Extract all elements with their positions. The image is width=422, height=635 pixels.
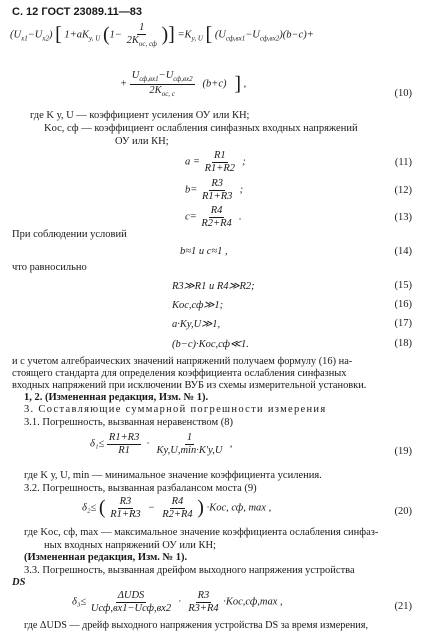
equation-17-number: (17) [394, 318, 412, 329]
conditions-intro: При соблюдении условий [12, 229, 127, 240]
equation-14-number: (14) [394, 246, 412, 257]
paragraph-line-3: входных напряжений при исключении ВУБ из схемы измерительной установки. [12, 380, 367, 391]
revision-note-2: (Измененная редакция, Изм. № 1). [24, 552, 188, 563]
paragraph-line-1: и с учетом алгебраических значений напряжений получаем формулу (16) на- [12, 356, 353, 367]
equation-16-number: (16) [394, 299, 412, 310]
equation-14: b≈1 и c≈1 , [180, 246, 228, 257]
equation-12-number: (12) [394, 185, 412, 196]
section-3-3-heading-cont: DS [12, 577, 26, 588]
definition-20-line-2: ных входных напряжений ОУ или КН; [44, 540, 216, 551]
definition-line-2b: ОУ или КН; [115, 136, 169, 147]
equation-18: (b−c)·Kос,сф≪1. [172, 339, 249, 350]
equation-15-number: (15) [394, 280, 412, 291]
section-3-2-heading: 3.2. Погрешность, вызванная разбалансом моста (9) [24, 483, 257, 494]
equation-16: Kос,сф≫1; [172, 300, 224, 311]
equation-19-number: (19) [394, 446, 412, 457]
definition-line-1: где K у, U — коэффициент усиления ОУ или КН; [30, 110, 250, 121]
section-3-heading: 3. Составляющие суммарной погрешности измерения [24, 404, 327, 415]
equation-17: a·Kу,U≫1, [172, 319, 221, 330]
equation-21-number: (21) [394, 601, 412, 612]
page-header: С. 12 ГОСТ 23089.11—83 [12, 6, 142, 18]
equation-10-line2: + $\frac{U_{сф,вх1}-U_{сф,вх2}}{2K_{ос, с}}$ (b+c) ] , [120, 70, 247, 98]
definition-19: где K у, U, min — минимальное значение коэффициента усиления. [24, 470, 322, 481]
definition-21: где ΔUDS — дрейф выходного напряжения устройства DS за время измерения, [24, 620, 368, 631]
section-3-3-heading: 3.3. Погрешность, вызванная дрейфом выходного напряжения устройства [24, 565, 355, 576]
definition-20-line-1: где Kос, сф, max — максимальное значение коэффициента ослабления синфаз- [24, 527, 379, 538]
section-3-1-heading: 3.1. Погрешность, вызванная неравенством (8) [24, 417, 233, 428]
equation-11-number: (11) [394, 157, 412, 168]
equation-20: δ₂≤ ( $\frac{R3}{R1+R3}$ − $\frac{R4}{R2+R4}$ ) ·Kос, сф, max , [82, 496, 272, 520]
equation-13: c= $\frac{R4}{R2+R4}$ . [185, 205, 242, 229]
equation-18-number: (18) [394, 338, 412, 349]
equation-21: δ₃≤ $\frac{\text{ΔUDS}}{\text{Uсф,вх1−Uсф,вх2}}$ · $\frac{R3}{R3+R4}$ ·Kос,сф,max , [72, 590, 283, 614]
equation-19: δ₁≤ $\frac{R1+R3}{R1}$ · $\frac{1}{Kу,U,\min\cdot K'у,U}$ , [90, 432, 233, 456]
equivalence-text: что равносильно [12, 262, 87, 273]
equation-10-number: (10) [394, 88, 412, 99]
equation-20-number: (20) [394, 506, 412, 517]
equation-11: a = $\frac{R1}{R1+R2}$ ; [185, 150, 246, 174]
equation-10-line1: $(U_{x1}-U_{x2})$ [ $1+aK_{у, U}$ (1− $\frac{1}{2K_{ос, сф}}$ )] $=K_{у, U}$ [ $(U_{сф,вх1}-U_{сф,вх2})(b-c)+$ [10, 22, 314, 48]
definition-line-2a: Kос, сф — коэффициент ослабления синфазных входных напряжений [44, 123, 358, 134]
equation-13-number: (13) [394, 212, 412, 223]
revision-note-1: 1, 2. (Измененная редакция, Изм. № 1). [24, 392, 209, 403]
equation-12: b= $\frac{R3}{R1+R3}$ ; [185, 178, 244, 202]
equation-15: R3≫R1 и R4≫R2; [172, 281, 255, 292]
paragraph-line-2: стоящего стандарта для определения коэффициента ослабления синфазных [12, 368, 347, 379]
